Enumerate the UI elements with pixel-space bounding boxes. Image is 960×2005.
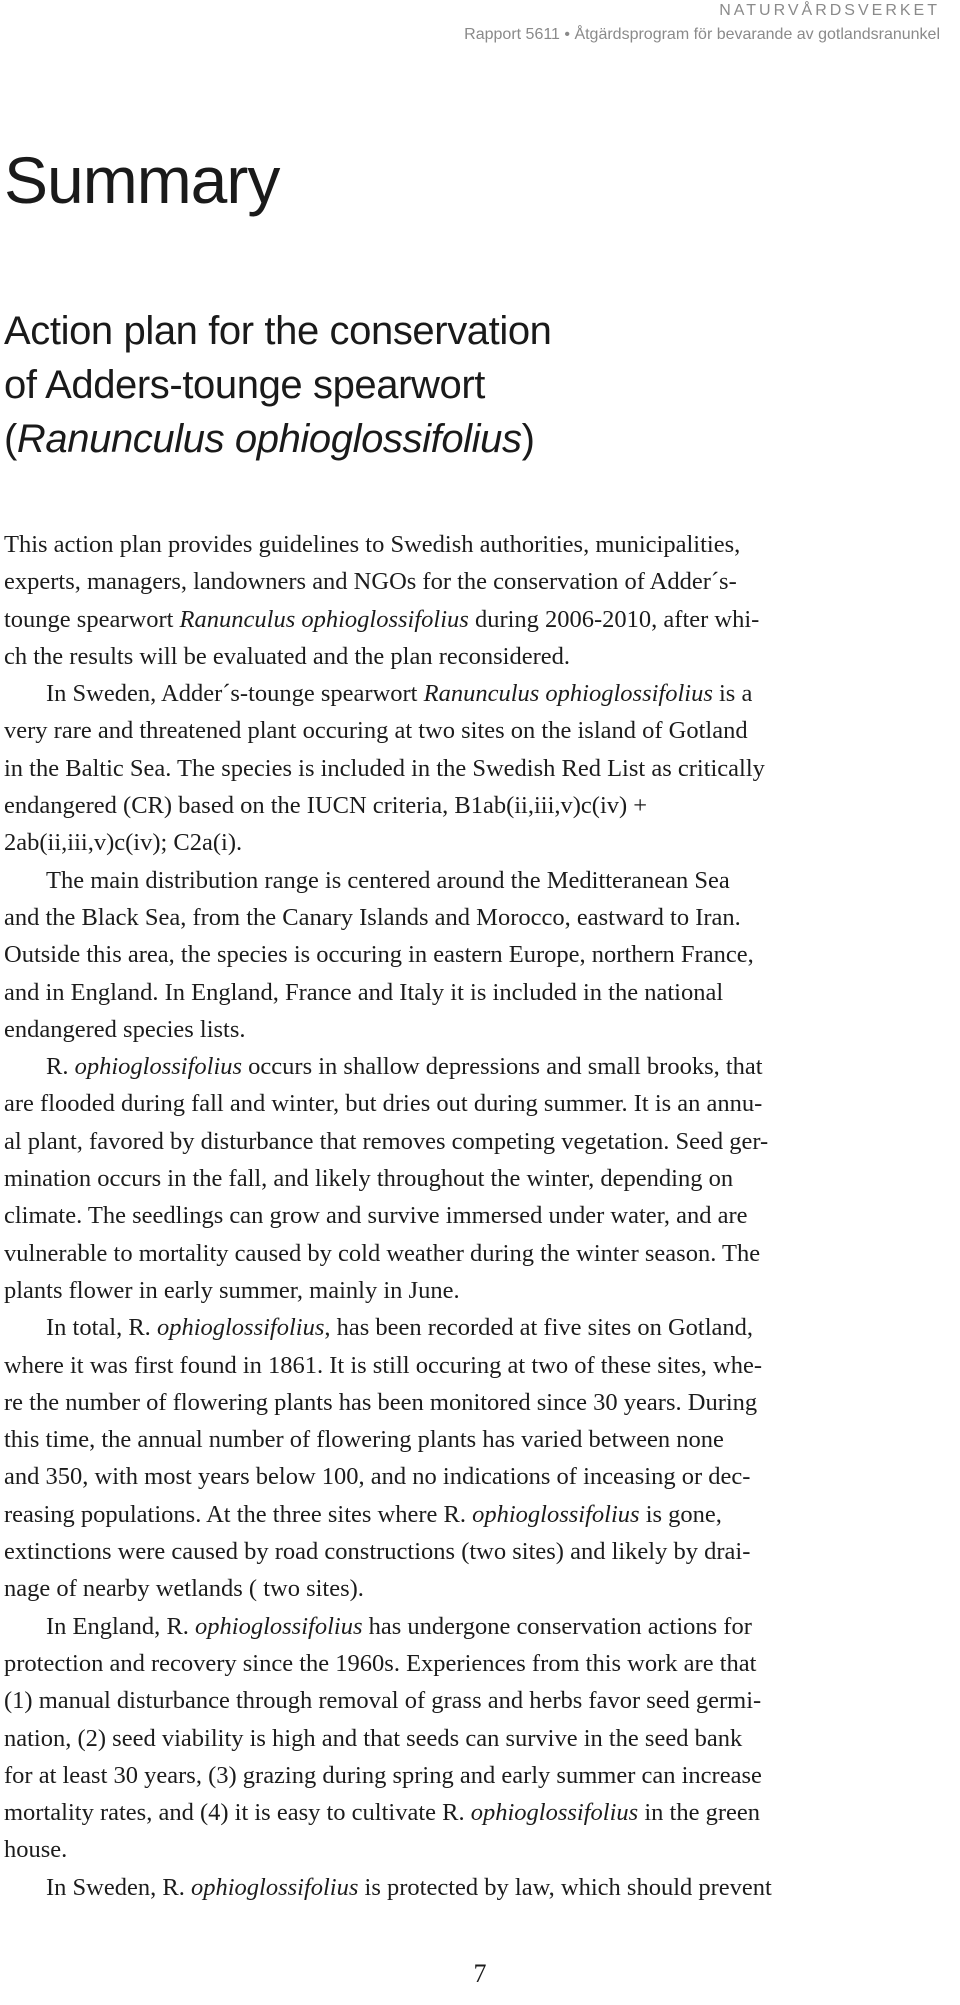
text-line: nage of nearby wetlands ( two sites).: [4, 1575, 364, 1603]
text-run: In England,: [46, 1612, 167, 1640]
genus-abbrev: R.: [442, 1799, 465, 1827]
text-run: In total,: [46, 1314, 129, 1342]
document-subtitle: [4, 304, 552, 466]
text-line: very rare and threatened plant occuring at two sites on the island of Gotland: [4, 717, 748, 745]
paragraph-distribution: [4, 862, 956, 1048]
text-run: is gone,: [639, 1500, 722, 1528]
subtitle-paren-close: ): [521, 417, 535, 461]
text-line: [4, 1799, 760, 1826]
text-line: extinctions were caused by road constructions (two sites) and likely by drai-: [4, 1538, 751, 1566]
page-heading: Summary: [4, 143, 280, 217]
species-name: Ranunculus ophioglossifolius: [179, 605, 469, 633]
text-line: [46, 1874, 772, 1901]
text-run: In Sweden,: [46, 1873, 163, 1901]
text-line: [46, 1613, 752, 1640]
text-line: mination occurs in the fall, and likely throughout the winter, depending on: [4, 1165, 734, 1193]
genus-abbrev: R.: [128, 1314, 151, 1342]
species-name: ophioglossifolius: [470, 1799, 639, 1827]
text-line: and in England. In England, France and Italy it is included in the national: [4, 978, 724, 1006]
genus-abbrev: R.: [166, 1612, 189, 1640]
text-line: this time, the annual number of flowering plants has varied between none: [4, 1426, 724, 1454]
text-line: Outside this area, the species is occuring in eastern Europe, northern France,: [4, 941, 754, 969]
text-run: during 2006-2010, after whi-: [468, 605, 760, 633]
text-line: ch the results will be evaluated and the plan reconsidered.: [4, 642, 571, 670]
text-line: in the Baltic Sea. The species is included in the Swedish Red List as critically: [4, 754, 765, 782]
text-line: house.: [4, 1836, 68, 1864]
text-line: are flooded during fall and winter, but dries out during summer. It is an annu-: [4, 1090, 763, 1118]
species-name: Ranunculus ophioglossifolius: [423, 680, 713, 708]
text-line: and the Black Sea, from the Canary Islands and Morocco, eastward to Iran.: [4, 903, 741, 931]
text-line: protection and recovery since the 1960s. Experiences from this work are that: [4, 1649, 757, 1677]
species-name: ophioglossifolius: [74, 1053, 243, 1081]
paragraph-habitat: [4, 1048, 956, 1309]
page-number: 7: [473, 1959, 487, 1988]
summary-body: [4, 526, 956, 1906]
genus-abbrev: R.: [162, 1873, 185, 1901]
subtitle-species-name: Ranunculus ophioglossifolius: [16, 417, 522, 461]
text-line: nation, (2) seed viability is high and that seeds can survive in the seed bank: [4, 1724, 743, 1752]
genus-abbrev: R.: [46, 1053, 69, 1081]
text-line: re the number of flowering plants has been monitored since 30 years. During: [4, 1388, 758, 1416]
text-line: vulnerable to mortality caused by cold weather during the winter season. The: [4, 1239, 761, 1267]
text-line: experts, managers, landowners and NGOs for the conservation of Adder´s-: [4, 568, 737, 596]
text-run: occurs in shallow depressions and small brooks, that: [242, 1053, 763, 1081]
subtitle-paren-open: (: [4, 417, 17, 461]
text-line: 2ab(ii,iii,v)c(iv); C2a(i).: [4, 829, 243, 857]
text-line: [46, 1314, 753, 1341]
text-line: plants flower in early summer, mainly in June.: [4, 1276, 460, 1304]
genus-abbrev: R.: [443, 1500, 466, 1528]
subtitle-line: Action plan for the conservation: [4, 309, 552, 353]
text-line: climate. The seedlings can grow and survive immersed under water, and are: [4, 1202, 748, 1230]
species-name: ophioglossifolius: [472, 1500, 640, 1528]
species-name: ophioglossifolius: [195, 1612, 363, 1640]
subtitle-line: [4, 412, 552, 466]
text-run: in the green: [638, 1799, 760, 1827]
text-run: is a: [712, 680, 753, 708]
text-line: where it was first found in 1861. It is still occuring at two of these sites, whe-: [4, 1351, 762, 1379]
text-line: (1) manual disturbance through removal of grass and herbs favor seed germi-: [4, 1687, 762, 1715]
text-run: mortality rates, and (4) it is easy to cultivate: [4, 1799, 443, 1827]
report-title-line: Rapport 5611 • Åtgärdsprogram för bevarande av gotlandsranunkel: [464, 26, 940, 43]
text-run: In Sweden, Adder´s-tounge spearwort: [46, 680, 424, 708]
text-line: endangered species lists.: [4, 1015, 246, 1043]
publisher-name: NATURVÅRDSVERKET: [719, 2, 940, 19]
text-line: al plant, favored by disturbance that removes competing vegetation. Seed ger-: [4, 1127, 769, 1155]
paragraph-sweden-status: [4, 675, 956, 861]
species-name: ophioglossifolius: [156, 1314, 325, 1342]
text-line: [4, 606, 759, 633]
text-run: reasing populations. At the three sites where: [4, 1500, 444, 1528]
text-line: and 350, with most years below 100, and no indications of inceasing or dec-: [4, 1463, 751, 1491]
paragraph-england-actions: [4, 1608, 956, 1869]
text-line: for at least 30 years, (3) grazing during spring and early summer can increase: [4, 1761, 762, 1789]
subtitle-line: of Adders-tounge spearwort: [4, 363, 486, 407]
text-line: This action plan provides guidelines to Swedish authorities, municipalities,: [4, 531, 741, 558]
text-run: tounge spearwort: [4, 605, 180, 633]
species-name: ophioglossifolius: [190, 1873, 359, 1901]
paragraph-purpose: [4, 526, 956, 675]
text-line: [46, 1053, 763, 1080]
text-line: endangered (CR) based on the IUCN criteria, B1ab(ii,iii,v)c(iv) +: [4, 792, 648, 820]
paragraph-gotland-records: [4, 1309, 956, 1607]
text-line: [46, 680, 752, 707]
text-line: [4, 1501, 722, 1528]
paragraph-sweden-protection: [4, 1869, 956, 1906]
text-run: , has been recorded at five sites on Gotland,: [324, 1314, 753, 1342]
text-run: has undergone conservation actions for: [362, 1612, 752, 1640]
text-line: The main distribution range is centered around the Meditteranean Sea: [46, 866, 730, 894]
text-run: is protected by law, which should prevent: [358, 1873, 772, 1901]
running-head: [464, 0, 940, 48]
